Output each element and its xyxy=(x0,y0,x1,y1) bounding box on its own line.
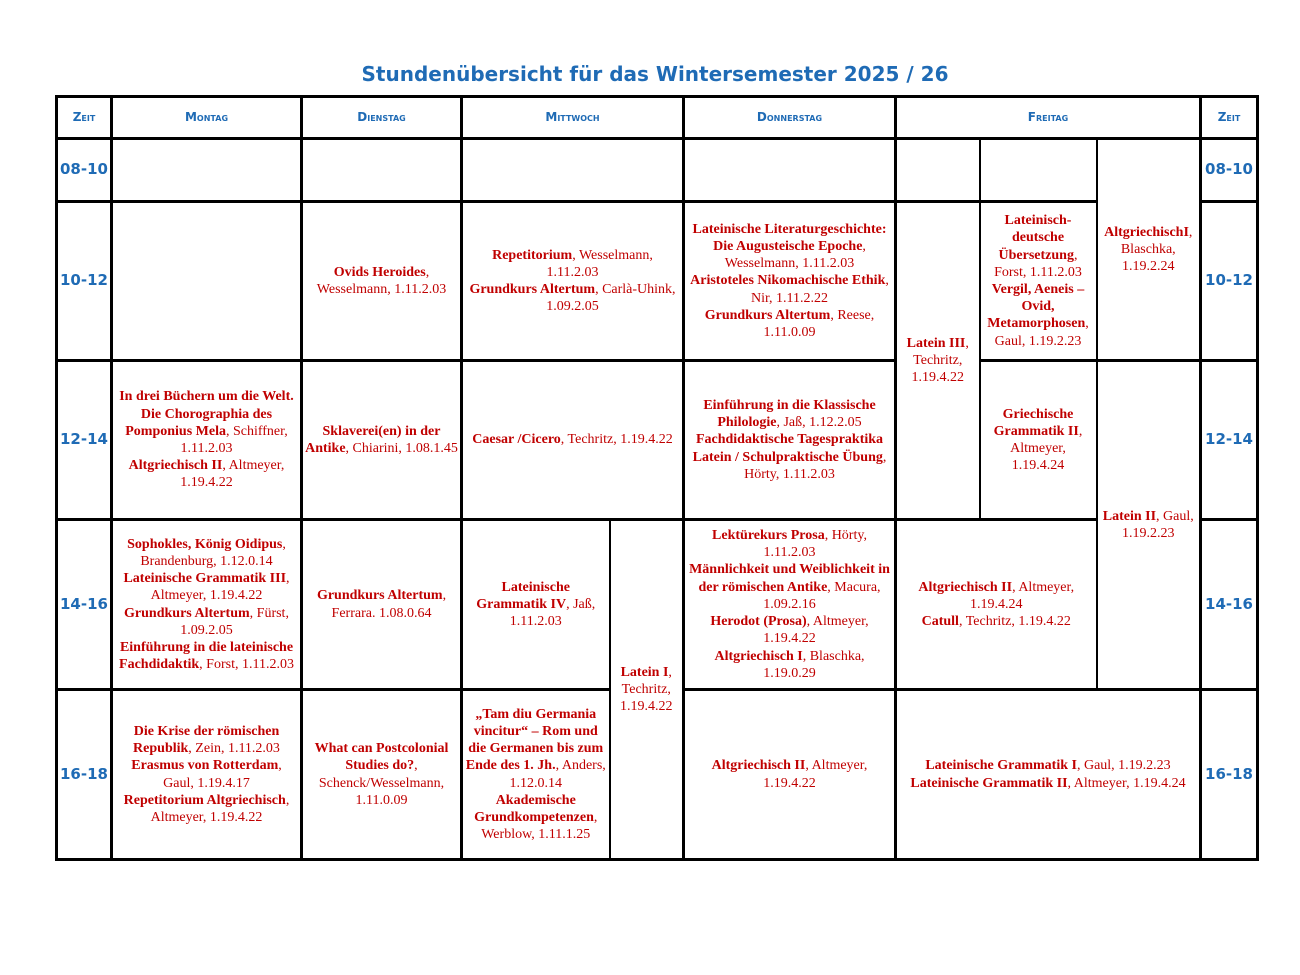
cell xyxy=(302,361,462,520)
course-title: AltgriechischI xyxy=(1104,224,1189,240)
cell xyxy=(112,690,302,860)
cell xyxy=(980,202,1097,361)
course-entry: Latein II, Gaul, 1.19.2.23 xyxy=(1102,508,1194,541)
page-title: Stundenübersicht für das Wintersemester 2025 / 26 xyxy=(361,62,949,86)
course-title: Männlichkeit und Weiblichkeit in der römischen Antike xyxy=(689,562,890,595)
course-info: Blaschka, 1.19.0.29 xyxy=(763,648,865,681)
course-entry: Repetitorium Altgriechisch, Altmeyer, 1.19.4.22 xyxy=(123,792,290,825)
course-info: Altmeyer, 1.19.4.22 xyxy=(763,614,869,647)
empty-cell xyxy=(462,139,684,202)
time-label: 14-16 xyxy=(57,520,112,690)
time-label: 12-14 xyxy=(1201,361,1258,520)
cell xyxy=(302,690,462,860)
course-entry: Altgriechisch I, Blaschka, 1.19.0.29 xyxy=(714,648,865,681)
course-entry: Grundkurs Altertum, Fürst, 1.09.2.05 xyxy=(124,605,289,638)
course-entry: Catull, Techritz, 1.19.4.22 xyxy=(921,614,1071,630)
course-info: Gaul, 1.19.2.23 xyxy=(1083,758,1171,774)
course-info: Jaß, 1.12.2.05 xyxy=(783,415,862,431)
course-info: Wesselmann, 1.11.2.03 xyxy=(546,247,653,280)
course-entry: Grundkurs Altertum, Ferrara. 1.08.0.64 xyxy=(316,588,447,621)
course-info: Gaul, 1.19.2.23 xyxy=(994,333,1082,349)
course-title: Lateinische Grammatik II xyxy=(910,775,1068,791)
course-info: Techritz, 1.19.4.22 xyxy=(911,352,964,386)
course-info: Techritz, 1.19.4.22 xyxy=(620,681,673,715)
course-entry: Herodot (Prosa), Altmeyer, 1.19.4.22 xyxy=(710,614,869,647)
header-montag: Montag xyxy=(112,97,302,139)
course-title: Lektürekurs Prosa xyxy=(712,528,825,544)
time-label: 08-10 xyxy=(1201,139,1258,202)
course-info: Blaschka, 1.19.2.24 xyxy=(1120,241,1176,275)
course-title: Latein II xyxy=(1102,508,1157,524)
course-info: Altmeyer, 1.19.4.24 xyxy=(1010,441,1066,474)
course-info: Ferrara. 1.08.0.64 xyxy=(331,605,432,621)
header-zeit-right: Zeit xyxy=(1201,97,1258,139)
cell xyxy=(896,690,1201,860)
course-info: Techritz, 1.19.4.22 xyxy=(567,432,673,448)
course-info: Jaß, 1.11.2.03 xyxy=(509,596,596,630)
cell xyxy=(1097,361,1201,690)
course-info: Gaul, 1.19.4.17 xyxy=(163,775,250,791)
cell xyxy=(302,520,462,690)
schedule-table xyxy=(55,95,1259,861)
course-title: Die Krise der römischen Republik xyxy=(133,723,280,757)
empty-cell xyxy=(896,139,980,202)
course-entry: Ovids Heroides, Wesselmann, 1.11.2.03 xyxy=(316,264,447,297)
course-info: Chiarini, 1.08.1.45 xyxy=(352,441,458,456)
time-label: 08-10 xyxy=(57,139,112,202)
empty-cell xyxy=(302,139,462,202)
cell xyxy=(302,202,462,361)
course-entry: Caesar /Cicero, Techritz, 1.19.4.22 xyxy=(472,432,673,448)
course-title: Latein I xyxy=(620,664,669,680)
course-entry: In drei Büchern um die Welt. Die Chorographia des Pomponius Mela, Schiffner, 1.11.2.03 xyxy=(119,389,294,456)
course-title: Akademische Grundkompetenzen xyxy=(474,792,594,825)
course-title: Einführung in die lateinische Fachdidaktik xyxy=(119,639,294,673)
course-entry: Lateinische Grammatik III, Altmeyer, 1.19.4.22 xyxy=(123,571,290,604)
course-info: Schiffner, 1.11.2.03 xyxy=(180,423,288,456)
course-title: In drei Büchern um die Welt. Die Chorographia des Pomponius Mela xyxy=(119,389,294,439)
course-info: Schenck/Wesselmann, 1.11.0.09 xyxy=(318,775,445,808)
course-title: Aristoteles Nikomachische Ethik xyxy=(690,273,886,289)
course-entry: Lateinische Grammatik II, Altmeyer, 1.19.4.24 xyxy=(910,775,1186,791)
course-title: Latein III xyxy=(906,335,966,351)
course-title: Lateinische Literaturgeschichte: Die Augusteische Epoche xyxy=(692,221,887,254)
course-info: Wesselmann, 1.11.2.03 xyxy=(316,282,447,297)
course-entry: Akademische Grundkompetenzen, Werblow, 1.11.1.25 xyxy=(474,792,598,843)
cell xyxy=(684,520,896,690)
course-title: Lateinisch-deutsche Übersetzung xyxy=(998,213,1074,263)
cell xyxy=(462,361,684,520)
course-info: Altmeyer, 1.19.4.22 xyxy=(150,809,263,825)
course-title: Altgriechisch II xyxy=(128,458,223,474)
course-info: Nir, 1.11.2.22 xyxy=(750,290,829,306)
course-info: Fürst, 1.09.2.05 xyxy=(180,605,289,638)
course-entry: Lateinische Grammatik I, Gaul, 1.19.2.23 xyxy=(925,758,1171,774)
cell xyxy=(684,361,896,520)
course-entry: Lektürekurs Prosa, Hörty, 1.11.2.03 xyxy=(712,528,867,561)
course-title: Ovids Heroides xyxy=(333,264,426,280)
course-title: Einführung in die Klassische Philologie xyxy=(703,397,876,431)
course-info: Zein, 1.11.2.03 xyxy=(195,741,280,757)
cell xyxy=(896,202,980,520)
cell xyxy=(1097,139,1201,361)
course-entry: Männlichkeit und Weiblichkeit in der römischen Antike, Macura, 1.09.2.16 xyxy=(689,562,890,612)
cell xyxy=(610,520,684,860)
course-info: Brandenburg, 1.12.0.14 xyxy=(140,553,273,569)
course-entry: Altgriechisch II, Altmeyer, 1.19.4.22 xyxy=(711,758,868,791)
course-entry: Einführung in die Klassische Philologie, Jaß, 1.12.2.05 xyxy=(703,397,876,431)
course-info: Altmeyer, 1.19.4.22 xyxy=(150,588,263,604)
empty-cell xyxy=(112,139,302,202)
course-entry: Sklaverei(en) in der Antike, Chiarini, 1.08.1.45 xyxy=(305,423,458,456)
empty-cell xyxy=(684,139,896,202)
course-entry: Griechische Grammatik II, Altmeyer, 1.19.4.24 xyxy=(993,406,1083,474)
course-entry: „Tam diu Germania vincitur“ – Rom und die Germanen bis zum Ende des 1. Jh., Anders, 1.12.0.14 xyxy=(465,706,606,791)
header-zeit: Zeit xyxy=(57,97,112,139)
course-entry: Altgriechisch II, Altmeyer, 1.19.4.22 xyxy=(128,458,285,491)
cell xyxy=(112,361,302,520)
header-donnerstag: Donnerstag xyxy=(684,97,896,139)
course-entry: Sophokles, König Oidipus, Brandenburg, 1.12.0.14 xyxy=(127,536,286,569)
row-14-16 xyxy=(57,520,1258,690)
course-info: Reese, 1.11.0.09 xyxy=(763,307,875,340)
course-entry: Altgriechisch II, Altmeyer, 1.19.4.24 xyxy=(918,579,1075,612)
course-title: Grundkurs Altertum xyxy=(316,588,443,604)
course-info: Gaul, 1.19.2.23 xyxy=(1122,508,1194,541)
course-title: Vergil, Aeneis – Ovid, Metamorphosen xyxy=(987,282,1086,332)
course-title: Lateinische Grammatik IV xyxy=(476,579,570,612)
course-entry: Einführung in die lateinische Fachdidaktik, Forst, 1.11.2.03 xyxy=(119,639,294,673)
cell xyxy=(462,520,610,690)
course-info: Forst, 1.11.2.03 xyxy=(994,264,1082,280)
cell xyxy=(112,520,302,690)
course-entry: Vergil, Aeneis – Ovid, Metamorphosen, Gaul, 1.19.2.23 xyxy=(987,282,1089,349)
course-entry: What can Postcolonial Studies do?, Schenck/Wesselmann, 1.11.0.09 xyxy=(314,741,449,808)
course-entry: AltgriechischI, Blaschka, 1.19.2.24 xyxy=(1104,224,1193,275)
course-title: Grundkurs Altertum xyxy=(704,307,831,323)
course-title: Catull xyxy=(921,614,959,630)
course-title: Griechische Grammatik II xyxy=(993,406,1079,439)
course-entry: Die Krise der römischen Republik, Zein, 1.11.2.03 xyxy=(133,723,280,757)
course-title: Repetitorium xyxy=(492,247,573,263)
course-entry: Erasmus von Rotterdam, Gaul, 1.19.4.17 xyxy=(131,758,282,791)
course-title: Altgriechisch II xyxy=(711,758,806,774)
time-label: 14-16 xyxy=(1201,520,1258,690)
row-10-12 xyxy=(57,202,1258,361)
course-title: Grundkurs Altertum xyxy=(469,282,596,297)
course-title: Altgriechisch II xyxy=(918,579,1013,595)
course-title: Lateinische Grammatik I xyxy=(925,758,1077,774)
course-title: Sophokles, König Oidipus xyxy=(127,536,283,552)
course-info: Hörty, 1.11.2.03 xyxy=(763,528,867,561)
course-entry: Latein I, Techritz, 1.19.4.22 xyxy=(620,664,673,715)
course-info: Wesselmann, 1.11.2.03 xyxy=(724,256,855,272)
course-info: Forst, 1.11.2.03 xyxy=(206,657,294,673)
course-info: Altmeyer, 1.19.4.22 xyxy=(763,758,868,791)
course-info: Altmeyer, 1.19.4.24 xyxy=(970,579,1075,612)
course-entry: Lateinische Literaturgeschichte: Die Augusteische Epoche, Wesselmann, 1.11.2.03 xyxy=(692,221,887,272)
course-title: Grundkurs Altertum xyxy=(124,605,250,621)
course-title: Fachdidaktische Tagespraktika Latein / Schulpraktische Übung xyxy=(692,432,884,465)
course-info: Techritz, 1.19.4.22 xyxy=(965,614,1071,630)
course-title: Herodot (Prosa) xyxy=(710,614,807,630)
time-label: 12-14 xyxy=(57,361,112,520)
header-dienstag: Dienstag xyxy=(302,97,462,139)
course-info: Altmeyer, 1.19.4.22 xyxy=(180,458,285,491)
row-08-10 xyxy=(57,139,1258,202)
cell xyxy=(462,202,684,361)
course-entry: Grundkurs Altertum, Reese, 1.11.0.09 xyxy=(704,307,875,340)
empty-cell xyxy=(980,139,1097,202)
course-info: Macura, 1.09.2.16 xyxy=(763,579,881,612)
cell xyxy=(684,690,896,860)
course-title: Lateinische Grammatik III xyxy=(123,571,287,587)
course-title: Repetitorium Altgriechisch xyxy=(123,792,286,808)
course-title: What can Postcolonial Studies do? xyxy=(314,741,449,774)
row-12-14 xyxy=(57,361,1258,520)
time-label: 16-18 xyxy=(57,690,112,860)
time-label: 10-12 xyxy=(57,202,112,361)
course-info: Altmeyer, 1.19.4.24 xyxy=(1073,775,1186,791)
course-entry: Lateinische Grammatik IV, Jaß, 1.11.2.03 xyxy=(476,579,596,630)
course-info: Carlà-Uhink, 1.09.2.05 xyxy=(546,282,676,315)
course-title: Caesar /Cicero xyxy=(472,432,561,448)
cell xyxy=(462,690,610,860)
course-title: Erasmus von Rotterdam xyxy=(131,758,279,774)
header-freitag: Freitag xyxy=(896,97,1201,139)
course-title: „Tam diu Germania vincitur“ – Rom und die Germanen bis zum Ende des 1. Jh. xyxy=(465,706,604,774)
course-entry: Latein III, Techritz, 1.19.4.22 xyxy=(906,335,969,386)
time-label: 16-18 xyxy=(1201,690,1258,860)
time-label: 10-12 xyxy=(1201,202,1258,361)
course-title: Altgriechisch I xyxy=(714,648,803,664)
cell xyxy=(896,520,1097,690)
course-entry: Lateinisch-deutsche Übersetzung, Forst, 1.11.2.03 xyxy=(994,213,1082,280)
course-info: Hörty, 1.11.2.03 xyxy=(744,466,835,482)
course-info: Werblow, 1.11.1.25 xyxy=(481,827,591,843)
cell xyxy=(684,202,896,361)
empty-cell xyxy=(112,202,302,361)
course-entry: Grundkurs Altertum, Carlà-Uhink, 1.09.2.05 xyxy=(469,282,676,315)
course-entry: Repetitorium, Wesselmann, 1.11.2.03 xyxy=(492,247,653,280)
course-title: Sklaverei(en) in der Antike xyxy=(305,423,441,456)
course-info: Anders, 1.12.0.14 xyxy=(509,758,606,791)
header-mittwoch: Mittwoch xyxy=(462,97,684,139)
header-row xyxy=(57,97,1258,139)
cell xyxy=(980,361,1097,520)
course-entry: Aristoteles Nikomachische Ethik, Nir, 1.11.2.22 xyxy=(690,273,889,306)
course-entry: Fachdidaktische Tagespraktika Latein / Schulpraktische Übung, Hörty, 1.11.2.03 xyxy=(692,432,887,482)
